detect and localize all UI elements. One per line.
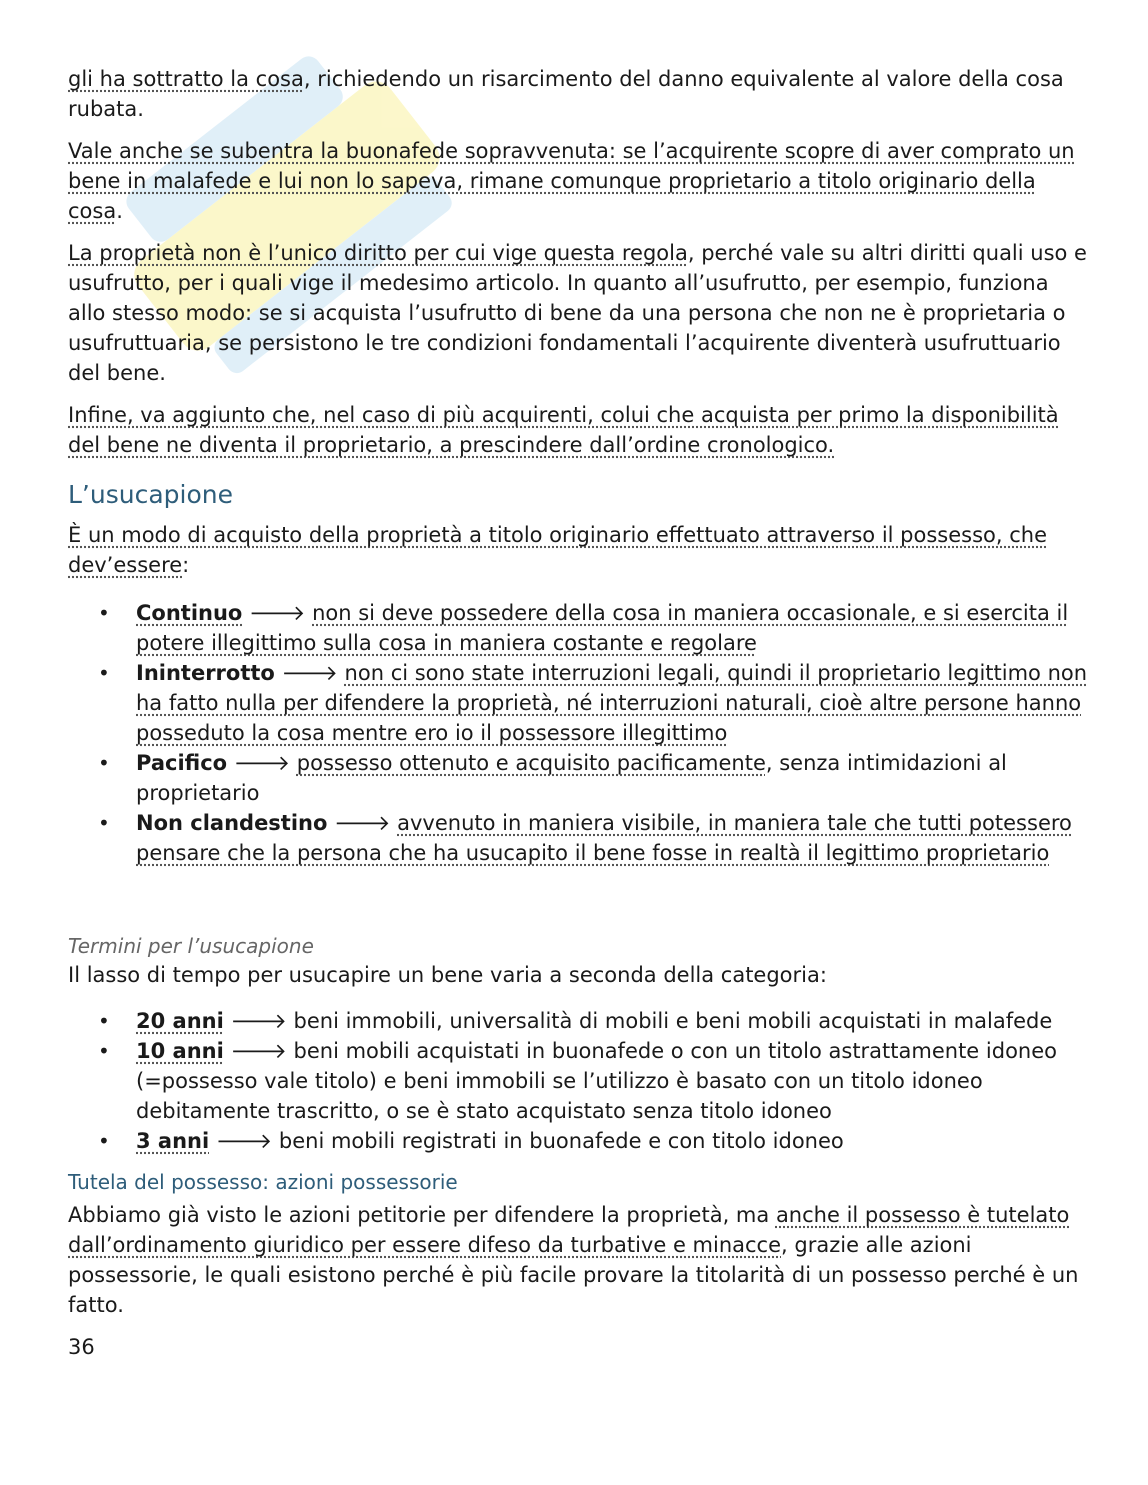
- requirements-list: [68, 598, 1088, 868]
- paragraph-6: Il lasso di tempo per usucapire un bene varia a seconda della categoria:: [68, 963, 827, 987]
- paragraph-4: Infine, va aggiunto che, nel caso di più acquirenti, colui che acquista per primo la disponibilità del bene ne diventa il proprietario, a prescindere dall’ordine cronologico.: [68, 403, 1059, 457]
- paragraph-2: Vale anche se subentra la buonafede sopravvenuta: se l’acquirente scopre di aver comprato un bene in malafede e lui non lo sapeva, rimane comunque proprietario a titolo originario della cosa.: [68, 139, 1075, 223]
- list-item: • Non clandestino 🡒 avvenuto in maniera visibile, in maniera tale che tutti potessero pensare che la persona che ha usucapito il bene fosse in realtà il legittimo proprietario: [68, 808, 1088, 868]
- heading-tutela: Tutela del possesso: azioni possessorie: [68, 1170, 458, 1194]
- heading-usucapione: L’usucapione: [68, 480, 233, 509]
- page-number: 36: [68, 1335, 95, 1359]
- paragraph-7: Abbiamo già visto le azioni petitorie per difendere la proprietà, ma anche il possesso è tutelato dall’ordinamento giuridico per essere difeso da turbative e minacce, grazie alle azioni possessorie, le quali esistono perché è più facile provare la titolarità di un possesso perché è un fatto.: [68, 1203, 1079, 1317]
- bullet-icon: •: [98, 1039, 110, 1063]
- list-item: • 3 anni 🡒 beni mobili registrati in buonafede e con titolo idoneo: [68, 1126, 1088, 1156]
- arrow-right-icon: 🡒: [334, 811, 391, 835]
- list-item: • Pacifico 🡒 possesso ottenuto e acquisito pacificamente, senza intimidazioni al proprietario: [68, 748, 1088, 808]
- bullet-icon: •: [98, 1009, 110, 1033]
- bullet-icon: •: [98, 661, 110, 685]
- list-item: • Ininterrotto 🡒 non ci sono state interruzioni legali, quindi il proprietario legittimo non ha fatto nulla per difendere la proprietà, né interruzioni naturali, cioè altre persone hanno posseduto la cosa mentre ero io il possessore illegittimo: [68, 658, 1088, 748]
- document-page: [68, 64, 1088, 1362]
- bullet-icon: •: [98, 601, 110, 625]
- paragraph-3: La proprietà non è l’unico diritto per cui vige questa regola, perché vale su altri diritti quali uso e usufrutto, per i quali vige il medesimo articolo. In quanto all’usufrutto, per esempio, funziona allo stesso modo: se si acquista l’usufrutto di bene da una persona che non ne è proprietaria o usufruttuaria, se persistono le tre condizioni fondamentali l’acquirente diventerà usufruttuario del bene.: [68, 241, 1087, 385]
- heading-termini: Termini per l’usucapione: [68, 934, 314, 958]
- list-item: • Continuo 🡒 non si deve possedere della cosa in maniera occasionale, e si esercita il potere illegittimo sulla cosa in maniera costante e regolare: [68, 598, 1088, 658]
- terms-list: [68, 1006, 1088, 1156]
- arrow-right-icon: 🡒: [249, 601, 306, 625]
- bullet-icon: •: [98, 1129, 110, 1153]
- arrow-right-icon: 🡒: [233, 751, 291, 775]
- paragraph-1: gli ha sottratto la cosa, richiedendo un risarcimento del danno equivalente al valore della cosa rubata.: [68, 67, 1064, 121]
- arrow-right-icon: 🡒: [230, 1009, 287, 1033]
- list-item: • 10 anni 🡒 beni mobili acquistati in buonafede o con un titolo astrattamente idoneo (=possesso vale titolo) e beni immobili se l’utilizzo è basato con un titolo idoneo debitamente trascritto, o se è stato acquistato senza titolo idoneo: [68, 1036, 1088, 1126]
- bullet-icon: •: [98, 811, 110, 835]
- paragraph-5: È un modo di acquisto della proprietà a titolo originario effettuato attraverso il possesso, che dev’essere:: [68, 523, 1048, 577]
- arrow-right-icon: 🡒: [281, 661, 338, 685]
- list-item: • 20 anni 🡒 beni immobili, universalità di mobili e beni mobili acquistati in malafede: [68, 1006, 1088, 1036]
- arrow-right-icon: 🡒: [230, 1039, 287, 1063]
- arrow-right-icon: 🡒: [215, 1129, 273, 1153]
- bullet-icon: •: [98, 751, 110, 775]
